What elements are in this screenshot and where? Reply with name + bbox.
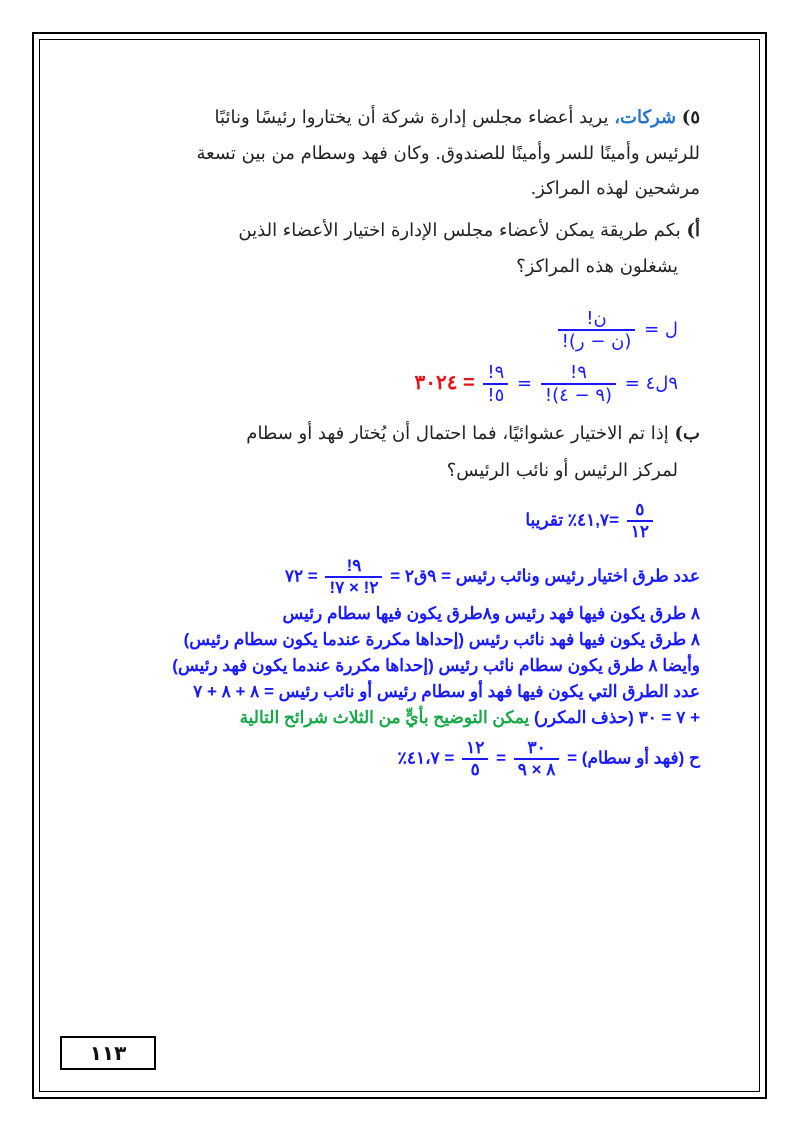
probability-fraction-2: [462, 738, 488, 780]
calc-den-1: (٩ − ٤)!: [544, 385, 613, 406]
answer-num: ٥: [627, 500, 653, 522]
probability-den-2: ٥: [470, 760, 480, 779]
solution-line-2: ٨ طرق يكون فيها فهد رئيس و٨طرق يكون فيها سطام رئيس: [282, 604, 700, 623]
part-b-line-1: [246, 423, 700, 444]
formula-fraction: [558, 308, 636, 352]
answer-fraction: [627, 500, 653, 542]
calc-lhs: ٩ل٤ =: [624, 373, 678, 394]
formula-lhs: ل =: [644, 319, 678, 340]
solution-line-1: [285, 556, 700, 598]
part-a-marker: أ): [686, 220, 700, 241]
part-b-marker: ب): [674, 423, 700, 444]
permutation-formula: [555, 308, 678, 352]
calc-num-1: ٩!: [541, 362, 616, 385]
solution-line-4: وأيضا ٨ طرق يكون سطام نائب رئيس (إحداها مكررة عندما يكون فهد رئيس): [172, 656, 700, 675]
part-b-line-2: لمركز الرئيس أو نائب الرئيس؟: [446, 460, 678, 481]
probability-num-2: ١٢: [462, 738, 488, 760]
problem-line-3: مرشحين لهذه المراكز.: [530, 178, 700, 199]
calc-fraction-1: [541, 362, 616, 406]
formula-numerator: ن!: [558, 308, 636, 331]
problem-line-1: [215, 107, 700, 128]
problem-text-1: يريد أعضاء مجلس إدارة شركة أن يختاروا رئيسًا ونائبًا: [214, 107, 609, 128]
probability-num-1: ٣٠: [514, 738, 560, 760]
solution-probability: ح (فهد أو سطام) = $\frac{٣٠}{٨ \times ٩}$ = $\frac{١٢}{٥}$ = ٤١،٧٪: [397, 738, 700, 779]
formula-denominator: (ن − ر)!: [561, 331, 632, 352]
part-a-line-2: يشغلون هذه المراكز؟: [516, 256, 678, 277]
part-b-text-1: إذا تم الاختيار عشوائيًا، فما احتمال أن يُختار فهد أو سطام: [246, 423, 669, 444]
permutation-calc: ٩ل٤ = $\frac{٩!}{(٩ - ٤)!}$ = $\frac{٩!}{٥!}$ = ٣٠٢٤: [414, 362, 678, 406]
page-number: ١١٣: [60, 1036, 156, 1070]
calc-result: = ٣٠٢٤: [414, 372, 475, 394]
probability-fraction-1: [514, 738, 560, 780]
probability-lhs: ح (فهد أو سطام) =: [567, 748, 700, 768]
solution-num-1: ٩!: [325, 556, 382, 578]
probability-den-1: ٨ × ٩: [517, 760, 556, 779]
solution-den-1: ٢! × ٧!: [329, 578, 379, 597]
solution-line-1-result: = ٧٢: [284, 566, 318, 586]
solution-fraction-1: [325, 556, 382, 598]
probability-result: = ٤١،٧٪: [397, 748, 455, 768]
solution-line-6: [240, 708, 700, 728]
solution-line-1-text: عدد طرق اختيار رئيس ونائب رئيس = ٩ق٢ =: [390, 566, 700, 586]
problem-number: ٥): [681, 107, 700, 128]
part-b-answer: [525, 500, 656, 542]
part-a-text-1: بكم طريقة يمكن لأعضاء مجلس الإدارة اختيار الأعضاء الذين: [238, 220, 681, 241]
problem-line-2: للرئيس وأمينًا للسر وأمينًا للصندوق. وكان فهد وسطام من بين تسعة: [196, 143, 700, 164]
part-a-line-1: [238, 220, 700, 241]
calc-fraction-2: [483, 362, 508, 406]
solution-line-5: عدد الطرق التي يكون فيها فهد أو سطام رئيس أو نائب رئيس = ٨ + ٨ + ٧: [193, 682, 700, 701]
calc-den-2: ٥!: [487, 385, 505, 406]
problem-label: شركات،: [614, 107, 677, 128]
solution-line-3: ٨ طرق يكون فيها فهد نائب رئيس (إحداها مكررة عندما يكون سطام رئيس): [183, 630, 700, 649]
answer-text: =٤١,٧٪ تقريبا: [525, 510, 619, 530]
answer-den: ١٢: [630, 522, 649, 541]
solution-line-6-main: + ٧ = ٣٠ (حذف المكرر): [534, 708, 700, 727]
solution-line-6-note: يمكن التوضيح بأيٍّ من الثلاث شرائح التالية: [239, 708, 530, 727]
calc-num-2: ٩!: [483, 362, 508, 385]
